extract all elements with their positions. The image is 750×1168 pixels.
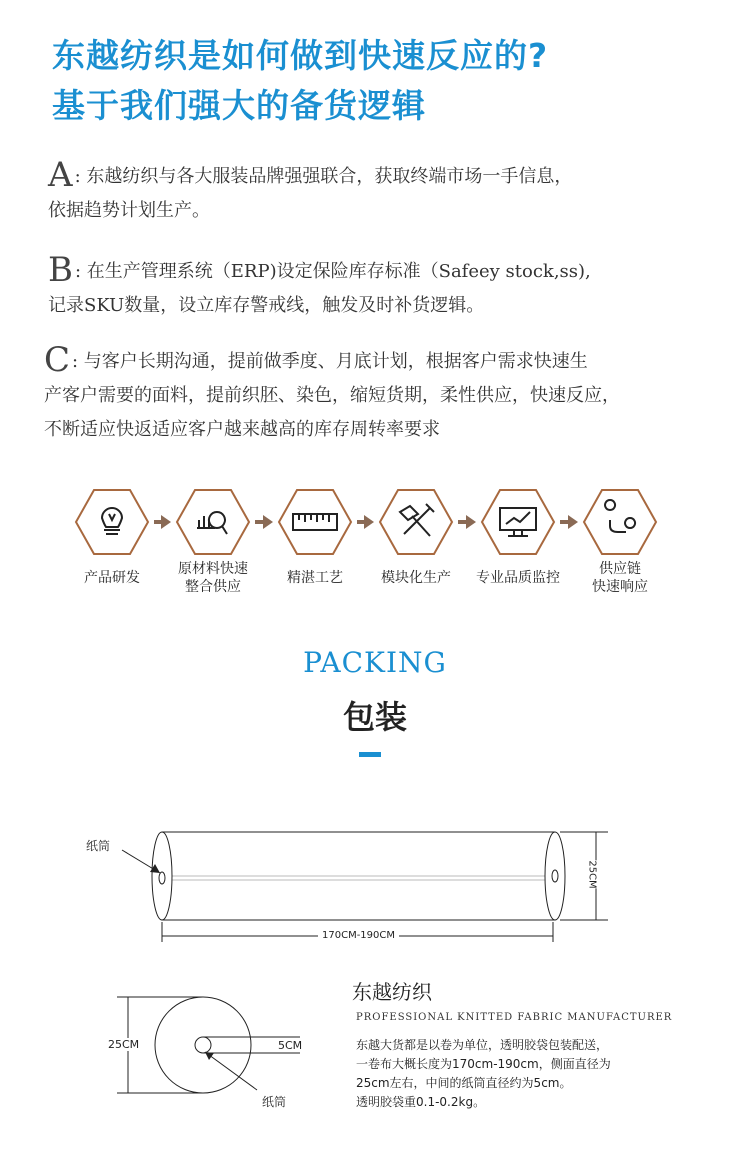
flow-step-label: 模块化生产 xyxy=(381,570,451,586)
brand-cn: 东越纺织 xyxy=(352,980,432,1004)
flow-arrow-head xyxy=(568,515,578,529)
brand-en: PROFESSIONAL KNITTED FABRIC MANUFACTURER xyxy=(356,1012,673,1023)
flow-step-hexagon xyxy=(584,490,656,554)
point-a-line2: 依据趋势计划生产。 xyxy=(48,200,210,221)
flow-arrow-head xyxy=(161,515,171,529)
flow-step-hexagon xyxy=(482,490,554,554)
point-b-line1: : 在生产管理系统（ERP)设定保险库存标准（Safeey stock,ss), xyxy=(75,261,591,282)
tube-label-top: 纸筒 xyxy=(86,839,111,853)
flow-step-label: 供应链 快速响应 xyxy=(592,561,648,595)
flow-step-label: 产品研发 xyxy=(84,570,140,586)
flow-arrow-head xyxy=(466,515,476,529)
flow-step-label: 精湛工艺 xyxy=(287,570,343,586)
flow-step-label: 原材料快速 整合供应 xyxy=(178,561,248,595)
flow-arrow-head xyxy=(364,515,374,529)
desc-line-1: 东越大货都是以卷为单位，透明胶袋包装配送， xyxy=(356,1038,609,1052)
point-a-letter: A xyxy=(48,155,73,195)
side-diameter-label: 25CM xyxy=(108,1038,140,1051)
packing-description xyxy=(356,1036,696,1112)
point-a-line1: : 东越纺织与各大服装品牌强强联合，获取终端市场一手信息， xyxy=(74,166,573,187)
flow-step-label: 专业品质监控 xyxy=(476,570,560,586)
length-label: 170CM-190CM xyxy=(318,930,399,941)
roll-left-end xyxy=(152,832,172,920)
core-diameter-label: 5CM xyxy=(278,1039,303,1052)
flow-step-hexagon xyxy=(177,490,249,554)
height-label: 25CM xyxy=(586,860,598,889)
flow-arrow-head xyxy=(263,515,273,529)
desc-line-3: 25cm左右，中间的纸筒直径约为5cm。 xyxy=(356,1076,572,1090)
roll-side-view xyxy=(155,997,251,1093)
point-c-line3: 不断适应快返适应客户越来越高的库存周转率要求 xyxy=(44,419,440,440)
headline-line-1: 东越纺织是如何做到快速反应的? xyxy=(52,36,549,75)
packing-divider xyxy=(359,752,381,757)
desc-line-2: 一卷布大概长度为170cm-190cm，侧面直径为 xyxy=(356,1057,611,1071)
point-b-line2: 记录SKU数量，设立库存警戒线，触发及时补货逻辑。 xyxy=(48,295,485,316)
point-b-letter: B xyxy=(48,250,73,290)
packing-en-title: PACKING xyxy=(303,646,447,679)
desc-line-4: 透明胶袋重0.1-0.2kg。 xyxy=(356,1095,486,1109)
point-c-line1: : 与客户长期沟通，提前做季度、月底计划，根据客户需求快速生 xyxy=(72,351,588,372)
point-c-line2: 产客户需要的面料，提前织胚、染色，缩短货期，柔性供应，快速反应， xyxy=(44,385,620,406)
core-side-view xyxy=(195,1037,211,1053)
packing-cn-title: 包装 xyxy=(342,698,407,736)
flow-step-hexagon xyxy=(279,490,351,554)
roll-right-end xyxy=(545,832,565,920)
tube-label-bottom: 纸筒 xyxy=(262,1095,287,1109)
headline-line-2: 基于我们强大的备货逻辑 xyxy=(52,86,426,125)
point-c-letter: C xyxy=(44,340,71,380)
